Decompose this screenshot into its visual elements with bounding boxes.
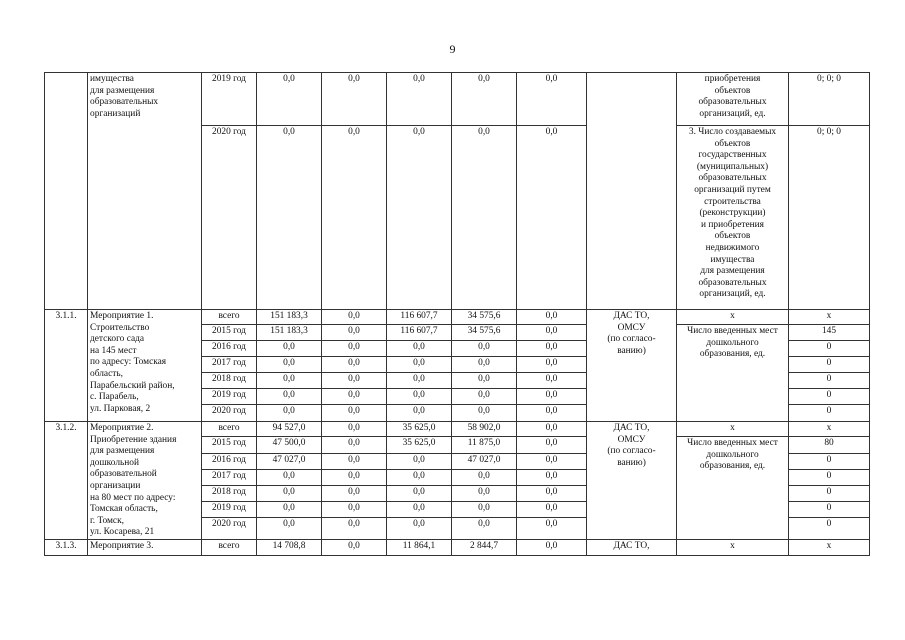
value-regional-cell: 0,0 xyxy=(387,405,452,422)
year-cell: 2017 год xyxy=(202,357,257,373)
value-total-cell: 0,0 xyxy=(257,485,322,501)
value-regional-cell: 0,0 xyxy=(387,517,452,539)
value-other-cell: 0,0 xyxy=(517,453,587,469)
table-row xyxy=(45,422,870,437)
year-cell: 2019 год xyxy=(202,389,257,405)
value-regional-cell: 35 625,0 xyxy=(387,437,452,454)
value-other-cell: 0,0 xyxy=(517,325,587,341)
value-federal-cell: 0,0 xyxy=(322,517,387,539)
value-regional-cell: 116 607,7 xyxy=(387,310,452,325)
value-total-cell: 0,0 xyxy=(257,405,322,422)
year-cell: 2019 год xyxy=(202,73,257,126)
year-cell: 2020 год xyxy=(202,405,257,422)
value-regional-cell: 35 625,0 xyxy=(387,422,452,437)
value-other-cell: 0,0 xyxy=(517,310,587,325)
value-local-cell: 47 027,0 xyxy=(452,453,517,469)
value-federal-cell: 0,0 xyxy=(322,389,387,405)
executor-cell: ДАС ТО, ОМСУ (по согласо- ванию) xyxy=(587,310,677,422)
program-activities-table xyxy=(44,72,870,556)
indicator-cell: приобретения объектов образовательных организаций, ед. xyxy=(677,73,789,126)
indicator-value-cell: 0 xyxy=(789,453,870,469)
year-cell: 2019 год xyxy=(202,501,257,517)
value-federal-cell: 0,0 xyxy=(322,453,387,469)
indicator-value-cell: х xyxy=(789,422,870,437)
value-total-cell: 0,0 xyxy=(257,73,322,126)
value-other-cell: 0,0 xyxy=(517,357,587,373)
value-other-cell: 0,0 xyxy=(517,501,587,517)
indicator-value-cell: 0 xyxy=(789,517,870,539)
value-local-cell: 34 575,6 xyxy=(452,325,517,341)
value-federal-cell: 0,0 xyxy=(322,485,387,501)
value-regional-cell: 0,0 xyxy=(387,453,452,469)
value-other-cell: 0,0 xyxy=(517,469,587,485)
indicator-value-cell: 0 xyxy=(789,405,870,422)
value-total-cell: 151 183,3 xyxy=(257,325,322,341)
value-regional-cell: 0,0 xyxy=(387,389,452,405)
executor-cell: ДАС ТО, ОМСУ (по согласо- ванию) xyxy=(587,422,677,540)
indicator-value-cell: 0 xyxy=(789,469,870,485)
value-federal-cell: 0,0 xyxy=(322,501,387,517)
value-regional-cell: 0,0 xyxy=(387,501,452,517)
value-federal-cell: 0,0 xyxy=(322,357,387,373)
value-federal-cell: 0,0 xyxy=(322,539,387,555)
value-regional-cell: 0,0 xyxy=(387,485,452,501)
value-total-cell: 0,0 xyxy=(257,389,322,405)
indicator-value-cell: х xyxy=(789,539,870,555)
value-other-cell: 0,0 xyxy=(517,437,587,454)
value-local-cell: 58 902,0 xyxy=(452,422,517,437)
year-cell: 2018 год xyxy=(202,373,257,389)
value-regional-cell: 0,0 xyxy=(387,469,452,485)
year-cell: 2018 год xyxy=(202,485,257,501)
value-federal-cell: 0,0 xyxy=(322,325,387,341)
value-federal-cell: 0,0 xyxy=(322,126,387,310)
year-cell: всего xyxy=(202,310,257,325)
year-cell: всего xyxy=(202,422,257,437)
value-other-cell: 0,0 xyxy=(517,517,587,539)
page-number: 9 xyxy=(449,42,456,56)
executor-cell: ДАС ТО, xyxy=(587,539,677,555)
year-cell: 2020 год xyxy=(202,126,257,310)
activity-name-cell: имущества для размещения образовательных организаций xyxy=(88,73,202,310)
value-federal-cell: 0,0 xyxy=(322,73,387,126)
year-cell: 2020 год xyxy=(202,517,257,539)
indicator-value-cell: 0 xyxy=(789,373,870,389)
value-total-cell: 0,0 xyxy=(257,501,322,517)
value-regional-cell: 0,0 xyxy=(387,126,452,310)
year-cell: 2016 год xyxy=(202,453,257,469)
value-other-cell: 0,0 xyxy=(517,539,587,555)
indicator-cell: х xyxy=(677,422,789,437)
year-cell: 2017 год xyxy=(202,469,257,485)
indicator-value-cell: 0 xyxy=(789,389,870,405)
executor-cell xyxy=(587,73,677,310)
value-local-cell: 0,0 xyxy=(452,517,517,539)
table-row xyxy=(45,73,870,126)
indicator-value-cell: 0 xyxy=(789,501,870,517)
year-cell: 2015 год xyxy=(202,325,257,341)
value-other-cell: 0,0 xyxy=(517,341,587,357)
value-total-cell: 14 708,8 xyxy=(257,539,322,555)
value-total-cell: 0,0 xyxy=(257,373,322,389)
indicator-cell: х xyxy=(677,310,789,325)
value-regional-cell: 11 864,1 xyxy=(387,539,452,555)
value-local-cell: 0,0 xyxy=(452,357,517,373)
value-total-cell: 0,0 xyxy=(257,469,322,485)
value-local-cell: 0,0 xyxy=(452,341,517,357)
value-total-cell: 0,0 xyxy=(257,126,322,310)
indicator-cell: Число введенных мест дошкольного образования, ед. xyxy=(677,437,789,540)
value-local-cell: 0,0 xyxy=(452,126,517,310)
value-federal-cell: 0,0 xyxy=(322,422,387,437)
value-other-cell: 0,0 xyxy=(517,373,587,389)
value-federal-cell: 0,0 xyxy=(322,469,387,485)
value-regional-cell: 0,0 xyxy=(387,73,452,126)
indicator-value-cell: 0; 0; 0 xyxy=(789,73,870,126)
row-number-cell: 3.1.2. xyxy=(45,422,88,540)
value-total-cell: 0,0 xyxy=(257,357,322,373)
row-number-cell xyxy=(45,73,88,310)
value-federal-cell: 0,0 xyxy=(322,341,387,357)
activity-name-cell: Мероприятие 1. Строительство детского сада на 145 мест по адресу: Томская область, Парабельский район, с. Парабель, ул. Парковая, 2 xyxy=(88,310,202,422)
value-local-cell: 0,0 xyxy=(452,469,517,485)
value-regional-cell: 0,0 xyxy=(387,373,452,389)
activity-name-cell: Мероприятие 3. xyxy=(88,539,202,555)
value-local-cell: 11 875,0 xyxy=(452,437,517,454)
value-regional-cell: 116 607,7 xyxy=(387,325,452,341)
row-number-cell: 3.1.1. xyxy=(45,310,88,422)
value-total-cell: 47 027,0 xyxy=(257,453,322,469)
indicator-value-cell: х xyxy=(789,310,870,325)
value-other-cell: 0,0 xyxy=(517,485,587,501)
value-other-cell: 0,0 xyxy=(517,405,587,422)
value-local-cell: 0,0 xyxy=(452,485,517,501)
year-cell: 2016 год xyxy=(202,341,257,357)
value-local-cell: 0,0 xyxy=(452,405,517,422)
indicator-value-cell: 0 xyxy=(789,341,870,357)
value-other-cell: 0,0 xyxy=(517,126,587,310)
value-total-cell: 47 500,0 xyxy=(257,437,322,454)
indicator-value-cell: 80 xyxy=(789,437,870,454)
indicator-cell: Число введенных мест дошкольного образования, ед. xyxy=(677,325,789,422)
value-federal-cell: 0,0 xyxy=(322,405,387,422)
year-cell: 2015 год xyxy=(202,437,257,454)
activity-name-cell: Мероприятие 2. Приобретение здания для размещения дошкольной образовательной организации на 80 мест по адресу: Томская область, г. Томск, ул. Косарева, 21 xyxy=(88,422,202,540)
row-number-cell: 3.1.3. xyxy=(45,539,88,555)
value-local-cell: 34 575,6 xyxy=(452,310,517,325)
indicator-cell: 3. Число создаваемых объектов государственных (муниципальных) образовательных организаций путем строительства (реконструкции) и приобретения объектов недвижимого имущества для размещения образовательных организаций, ед. xyxy=(677,126,789,310)
value-local-cell: 2 844,7 xyxy=(452,539,517,555)
value-total-cell: 0,0 xyxy=(257,341,322,357)
value-other-cell: 0,0 xyxy=(517,73,587,126)
value-regional-cell: 0,0 xyxy=(387,341,452,357)
indicator-value-cell: 0; 0; 0 xyxy=(789,126,870,310)
value-local-cell: 0,0 xyxy=(452,389,517,405)
value-other-cell: 0,0 xyxy=(517,389,587,405)
table-row xyxy=(45,310,870,325)
indicator-value-cell: 0 xyxy=(789,485,870,501)
value-local-cell: 0,0 xyxy=(452,501,517,517)
value-federal-cell: 0,0 xyxy=(322,310,387,325)
indicator-value-cell: 145 xyxy=(789,325,870,341)
value-total-cell: 94 527,0 xyxy=(257,422,322,437)
value-local-cell: 0,0 xyxy=(452,73,517,126)
table-row xyxy=(45,539,870,555)
value-local-cell: 0,0 xyxy=(452,373,517,389)
value-total-cell: 151 183,3 xyxy=(257,310,322,325)
value-other-cell: 0,0 xyxy=(517,422,587,437)
value-total-cell: 0,0 xyxy=(257,517,322,539)
year-cell: всего xyxy=(202,539,257,555)
value-federal-cell: 0,0 xyxy=(322,373,387,389)
indicator-cell: х xyxy=(677,539,789,555)
indicator-value-cell: 0 xyxy=(789,357,870,373)
value-regional-cell: 0,0 xyxy=(387,357,452,373)
value-federal-cell: 0,0 xyxy=(322,437,387,454)
